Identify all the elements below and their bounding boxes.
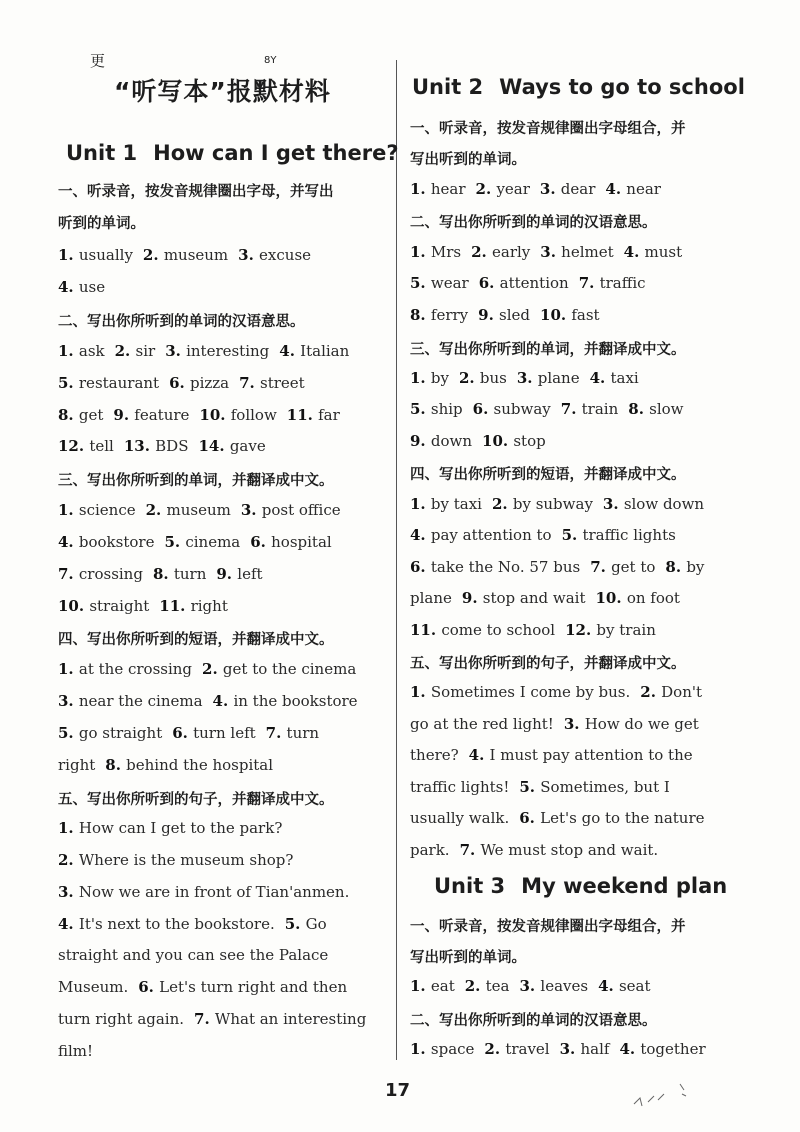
item-number: 1.: [410, 1040, 431, 1058]
item-text: We must stop and wait.: [480, 841, 659, 859]
section-heading: 三、写出你所听到的单词，并翻译成中文。: [58, 473, 334, 489]
item-number: 10.: [482, 432, 514, 450]
item-number: 5.: [58, 374, 79, 392]
item-number: 2.: [475, 180, 497, 198]
item-number: 7.: [194, 1010, 215, 1028]
item-number: 4.: [598, 977, 619, 995]
item-text: Now we are in front of Tian'anmen.: [78, 883, 350, 901]
item-text: cinema: [185, 533, 241, 551]
item-text: ship: [430, 400, 463, 418]
item-number: 5.: [519, 778, 541, 796]
item-text: together: [640, 1040, 706, 1058]
item-text: park.: [410, 841, 450, 859]
item-number: 1.: [58, 501, 79, 519]
item-text: Mrs: [430, 243, 462, 261]
item-number: 14.: [198, 437, 230, 455]
item-number: 3.: [165, 342, 187, 360]
item-number: 10.: [58, 597, 90, 615]
item-number: 4.: [279, 342, 301, 360]
item-text: by: [430, 369, 449, 387]
answer-line: [58, 597, 228, 615]
item-number: 9.: [461, 589, 483, 607]
unit-number: Unit 2: [412, 75, 484, 99]
item-number: 12.: [565, 621, 597, 639]
item-number: 5.: [284, 915, 306, 933]
item-text: I must pay attention to the: [489, 746, 693, 764]
item-text: traffic lights!: [410, 778, 510, 796]
answer-line: [58, 819, 282, 837]
item-number: 9.: [216, 565, 238, 583]
section-heading: 二、写出你所听到的单词的汉语意思。: [410, 1013, 657, 1029]
item-text: near the cinema: [78, 692, 203, 710]
answer-line: [58, 1042, 93, 1060]
item-text: far: [318, 406, 340, 424]
section-heading: 四、写出你所听到的短语，并翻译成中文。: [58, 632, 334, 648]
item-text: film!: [58, 1042, 94, 1060]
item-text: straight and you can see the Palace: [58, 946, 329, 964]
answer-line: [58, 756, 273, 774]
answer-line: [410, 809, 705, 827]
item-number: 1.: [410, 180, 431, 198]
item-text: get: [78, 406, 104, 424]
answer-line: [410, 369, 639, 387]
answer-line: [410, 715, 699, 733]
item-text: early: [492, 243, 531, 261]
item-number: 3.: [238, 246, 260, 264]
item-text: get to: [611, 558, 656, 576]
item-number: 10.: [595, 589, 627, 607]
answer-line: [58, 565, 263, 583]
item-number: 1.: [58, 819, 79, 837]
item-number: 2.: [142, 246, 164, 264]
unit-name: How can I get there?: [153, 141, 399, 165]
answer-line: [58, 374, 305, 392]
item-text: eat: [430, 977, 455, 995]
item-text: tell: [89, 437, 114, 455]
answer-line: [58, 946, 328, 964]
unit-name: Ways to go to school: [499, 75, 745, 99]
item-text: straight: [89, 597, 150, 615]
item-text: subway: [493, 400, 551, 418]
item-number: 12.: [58, 437, 90, 455]
answer-line: [58, 246, 311, 264]
answer-line: [58, 660, 356, 678]
item-text: museum: [166, 501, 231, 519]
item-text: near: [626, 180, 661, 198]
item-number: 2.: [458, 369, 480, 387]
section-heading: 二、写出你所听到的单词的汉语意思。: [410, 215, 657, 231]
item-number: 9.: [113, 406, 135, 424]
item-number: 7.: [590, 558, 612, 576]
item-text: ask: [78, 342, 105, 360]
item-number: 3.: [516, 369, 538, 387]
item-number: 5.: [410, 274, 431, 292]
answer-line: [58, 437, 266, 455]
item-text: museum: [163, 246, 229, 264]
item-text: plane: [537, 369, 580, 387]
item-number: 8.: [410, 306, 431, 324]
section-heading: 写出听到的单词。: [410, 950, 526, 966]
item-text: science: [78, 501, 136, 519]
answer-line: [58, 1010, 366, 1028]
item-number: 6.: [250, 533, 272, 551]
answer-line: [410, 306, 600, 324]
pen-scribble-mark: [630, 1082, 690, 1112]
answer-line: [58, 724, 319, 742]
item-text: traffic lights: [582, 526, 676, 544]
item-text: plane: [410, 589, 452, 607]
item-number: 4.: [58, 533, 79, 551]
item-number: 4.: [468, 746, 490, 764]
item-text: turn left: [193, 724, 256, 742]
answer-line: [410, 778, 670, 796]
item-number: 4.: [619, 1040, 641, 1058]
item-number: 5.: [561, 526, 583, 544]
answer-line: [410, 558, 704, 576]
item-number: 1.: [410, 683, 431, 701]
item-text: crossing: [78, 565, 143, 583]
unit-name: My weekend plan: [521, 874, 728, 898]
item-text: slow: [649, 400, 684, 418]
item-number: 11.: [159, 597, 191, 615]
unit-number: Unit 3: [434, 874, 506, 898]
item-text: Let's go to the nature: [540, 809, 705, 827]
item-text: stop and wait: [482, 589, 586, 607]
item-text: What an interesting: [214, 1010, 367, 1028]
item-text: attention: [499, 274, 569, 292]
item-number: 2.: [464, 977, 486, 995]
item-number: 5.: [58, 724, 79, 742]
item-number: 10.: [199, 406, 231, 424]
item-number: 6.: [472, 400, 494, 418]
section-heading: 写出听到的单词。: [410, 152, 526, 168]
item-number: 5.: [164, 533, 186, 551]
item-number: 6.: [169, 374, 190, 392]
answer-line: [410, 180, 661, 198]
item-number: 3.: [563, 715, 585, 733]
item-text: Museum.: [58, 978, 129, 996]
item-text: stop: [513, 432, 546, 450]
item-text: train: [581, 400, 619, 418]
item-number: 3.: [519, 977, 541, 995]
item-number: 8.: [58, 406, 79, 424]
item-text: year: [496, 180, 530, 198]
item-text: space: [430, 1040, 475, 1058]
item-text: interesting: [186, 342, 270, 360]
section-heading: 五、写出你所听到的句子，并翻译成中文。: [410, 656, 686, 672]
item-text: street: [260, 374, 305, 392]
item-number: 4.: [58, 915, 79, 933]
item-number: 3.: [58, 692, 79, 710]
answer-line: [58, 978, 347, 996]
item-number: 6.: [172, 724, 194, 742]
item-number: 8.: [105, 756, 127, 774]
answer-line: [410, 683, 702, 701]
item-number: 8.: [628, 400, 650, 418]
column-divider: [396, 60, 397, 1060]
unit3-heading: [434, 874, 727, 898]
item-text: sled: [499, 306, 531, 324]
page-number: 17: [385, 1080, 411, 1101]
answer-line: [58, 533, 332, 551]
item-text: go at the red light!: [410, 715, 554, 733]
item-text: gave: [229, 437, 266, 455]
section-heading: 一、听录音，按发音规律圈出字母组合，并: [410, 121, 686, 137]
item-number: 2.: [202, 660, 223, 678]
answer-line: [410, 977, 651, 995]
section-heading: 一、听录音，按发音规律圈出字母，并写出: [58, 184, 334, 200]
item-text: How do we get: [584, 715, 699, 733]
item-text: wear: [430, 274, 469, 292]
item-text: Let's turn right and then: [159, 978, 348, 996]
item-text: take the No. 57 bus: [430, 558, 581, 576]
item-text: turn right again.: [58, 1010, 185, 1028]
item-number: 4.: [589, 369, 611, 387]
item-number: 2.: [471, 243, 493, 261]
answer-line: [410, 1040, 706, 1058]
section-heading: 三、写出你所听到的单词，并翻译成中文。: [410, 342, 686, 358]
item-number: 2.: [640, 683, 662, 701]
item-number: 3.: [540, 243, 562, 261]
item-text: leaves: [540, 977, 589, 995]
item-text: usually walk.: [410, 809, 510, 827]
item-number: 2.: [58, 851, 79, 869]
unit1-heading: [66, 141, 399, 165]
item-text: Go: [305, 915, 327, 933]
item-text: must: [644, 243, 683, 261]
item-number: 9.: [410, 432, 431, 450]
item-number: 8.: [665, 558, 687, 576]
item-number: 3.: [58, 883, 79, 901]
item-number: 6.: [138, 978, 160, 996]
answer-line: [58, 915, 327, 933]
item-text: How can I get to the park?: [78, 819, 283, 837]
item-number: 5.: [410, 400, 431, 418]
item-text: half: [580, 1040, 610, 1058]
answer-line: [410, 746, 693, 764]
item-text: at the crossing: [78, 660, 193, 678]
item-number: 7.: [560, 400, 582, 418]
item-number: 4.: [410, 526, 431, 544]
item-number: 2.: [491, 495, 513, 513]
item-text: Don't: [661, 683, 703, 701]
item-text: bus: [479, 369, 507, 387]
answer-line: [58, 501, 341, 519]
item-text: traffic: [599, 274, 646, 292]
item-number: 9.: [478, 306, 500, 324]
item-number: 6.: [410, 558, 431, 576]
item-text: taxi: [610, 369, 639, 387]
item-number: 6.: [478, 274, 500, 292]
item-text: turn: [173, 565, 207, 583]
item-text: in the bookstore: [233, 692, 358, 710]
answer-line: [58, 278, 105, 296]
item-number: 1.: [410, 243, 431, 261]
item-number: 7.: [459, 841, 481, 859]
item-text: behind the hospital: [126, 756, 274, 774]
item-text: excuse: [259, 246, 312, 264]
item-text: right: [190, 597, 228, 615]
answer-line: [410, 589, 680, 607]
item-text: left: [237, 565, 263, 583]
unit2-heading: [412, 75, 745, 99]
item-text: by taxi: [430, 495, 482, 513]
item-number: 1.: [410, 495, 431, 513]
item-text: on foot: [626, 589, 680, 607]
item-number: 3.: [602, 495, 624, 513]
item-number: 1.: [58, 660, 79, 678]
item-number: 7.: [578, 274, 600, 292]
item-text: post office: [261, 501, 341, 519]
answer-line: [58, 692, 358, 710]
item-number: 3.: [539, 180, 561, 198]
item-text: seat: [618, 977, 651, 995]
item-text: travel: [505, 1040, 550, 1058]
item-text: slow down: [623, 495, 705, 513]
item-text: ferry: [430, 306, 469, 324]
item-text: fast: [571, 306, 600, 324]
item-number: 3.: [559, 1040, 581, 1058]
section-heading: 五、写出你所听到的句子，并翻译成中文。: [58, 792, 334, 808]
item-number: 13.: [123, 437, 156, 455]
item-text: follow: [230, 406, 277, 424]
item-number: 7.: [265, 724, 287, 742]
answer-line: [410, 495, 704, 513]
item-text: It's next to the bookstore.: [78, 915, 275, 933]
item-number: 7.: [58, 565, 79, 583]
item-text: usually: [78, 246, 133, 264]
item-number: 2.: [484, 1040, 506, 1058]
item-number: 4.: [58, 278, 79, 296]
item-number: 4.: [623, 243, 645, 261]
section-heading: 听到的单词。: [58, 216, 145, 232]
answer-line: [410, 243, 682, 261]
answer-line: [410, 400, 684, 418]
item-number: 7.: [239, 374, 261, 392]
item-text: Where is the museum shop?: [78, 851, 294, 869]
item-text: use: [78, 278, 106, 296]
item-number: 2.: [145, 501, 167, 519]
item-text: down: [430, 432, 473, 450]
item-number: 4.: [212, 692, 234, 710]
item-text: hospital: [271, 533, 332, 551]
item-number: 8.: [152, 565, 174, 583]
answer-line: [58, 883, 349, 901]
item-text: feature: [134, 406, 190, 424]
corner-mark: 更: [90, 52, 106, 70]
section-heading: 四、写出你所听到的短语，并翻译成中文。: [410, 467, 686, 483]
item-text: BDS: [155, 437, 189, 455]
item-number: 10.: [540, 306, 572, 324]
item-text: by: [686, 558, 705, 576]
item-text: Italian: [300, 342, 350, 360]
answer-line: [410, 841, 658, 859]
answer-line: [410, 526, 676, 544]
answer-line: [410, 432, 546, 450]
item-text: bookstore: [78, 533, 155, 551]
item-number: 4.: [605, 180, 627, 198]
item-text: get to the cinema: [222, 660, 357, 678]
answer-line: [58, 406, 340, 424]
corner-code: 8Y: [264, 55, 277, 66]
item-text: by train: [596, 621, 656, 639]
section-heading: 二、写出你所听到的单词的汉语意思。: [58, 314, 305, 330]
item-text: restaurant: [78, 374, 160, 392]
unit-number: Unit 1: [66, 141, 138, 165]
item-number: 2.: [114, 342, 136, 360]
item-number: 11.: [410, 621, 442, 639]
item-text: tea: [485, 977, 510, 995]
answer-line: [410, 274, 646, 292]
item-number: 1.: [58, 246, 79, 264]
item-text: pay attention to: [430, 526, 552, 544]
item-text: there?: [410, 746, 459, 764]
item-text: dear: [560, 180, 596, 198]
item-number: 3.: [240, 501, 262, 519]
item-number: 1.: [410, 977, 431, 995]
item-text: helmet: [561, 243, 614, 261]
item-text: Sometimes, but I: [540, 778, 670, 796]
item-text: by subway: [512, 495, 593, 513]
item-text: turn: [286, 724, 320, 742]
section-heading: 一、听录音，按发音规律圈出字母组合，并: [410, 919, 686, 935]
page-title: “听写本”报默材料: [114, 77, 331, 106]
answer-line: [58, 851, 293, 869]
answer-line: [58, 342, 349, 360]
item-number: 1.: [58, 342, 79, 360]
item-number: 11.: [286, 406, 319, 424]
item-text: right: [58, 756, 96, 774]
item-text: pizza: [189, 374, 230, 392]
item-text: Sometimes I come by bus.: [430, 683, 631, 701]
item-number: 6.: [519, 809, 541, 827]
item-text: come to school: [441, 621, 556, 639]
item-text: hear: [430, 180, 466, 198]
item-text: sir: [135, 342, 156, 360]
item-number: 1.: [410, 369, 431, 387]
answer-line: [410, 621, 656, 639]
item-text: go straight: [78, 724, 163, 742]
